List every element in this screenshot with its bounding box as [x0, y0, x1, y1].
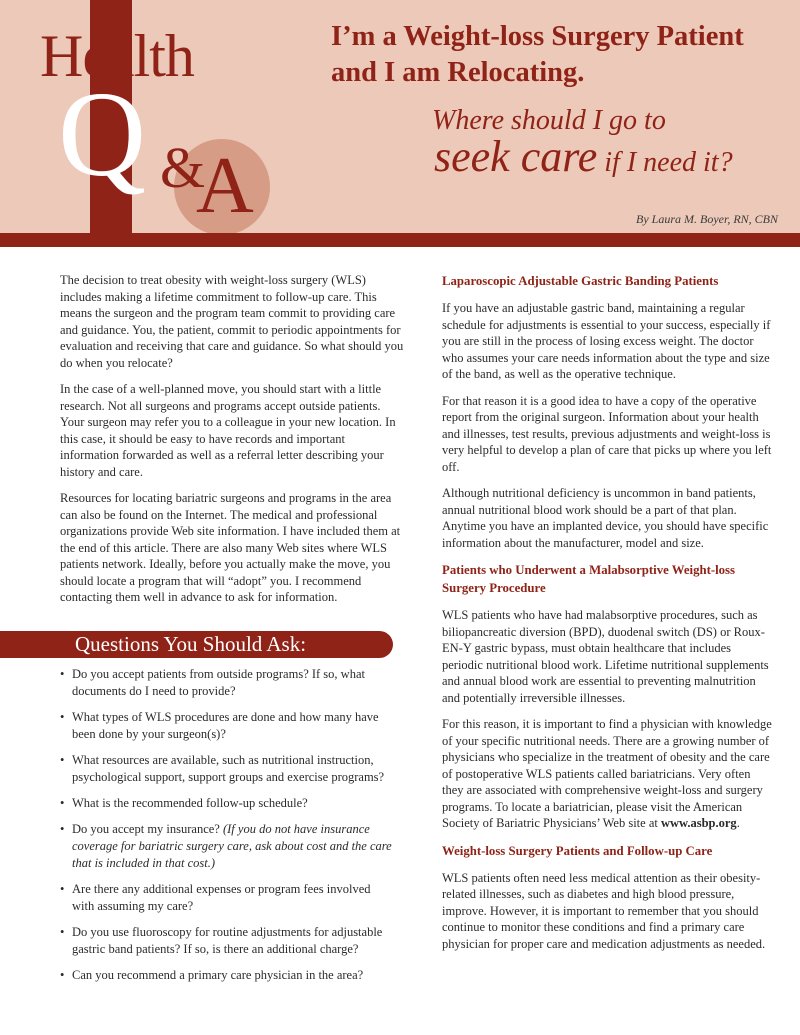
bullet: • — [60, 968, 65, 982]
followup-paragraph: WLS patients often need less medical attention as their obesity-related illnesses, such as diabetes and high blood pressure, improve. However, it is important to remember that you should continue to monitor these conditions and find a primary care physician for proper care and medication adjustments as needed. — [442, 870, 766, 951]
article-title-line1: I’m a Weight-loss Surgery Patient — [331, 21, 744, 52]
intro-paragraph: The decision to treat obesity with weight-loss surgery (WLS) includes making a lifetime commitment to follow-up care. This means the surgeon and the program team commit to providing care and guidance. You, the patient, commit to periodic appointments for evaluation and receiving that care and guidance. So what should you do when you relocate? — [60, 273, 404, 370]
logo-a: A — [196, 142, 254, 230]
header-divider-bar — [0, 233, 800, 247]
list-item: • Are there any additional expenses or program fees involved with assuming my care? — [60, 882, 371, 913]
right-column — [442, 272, 772, 962]
subtitle-line1: Where should I go to — [432, 105, 666, 136]
bullet: • — [60, 822, 65, 836]
bullet: • — [60, 710, 65, 724]
asbp-link[interactable]: www.asbp.org — [660, 816, 737, 830]
bullet: • — [60, 925, 65, 939]
logo-health: Health — [40, 23, 194, 89]
subtitle-line2 — [434, 132, 733, 192]
bullet: • — [60, 753, 65, 767]
bullet: • — [60, 667, 65, 681]
questions-banner-title: Questions You Should Ask: — [75, 632, 307, 656]
banding-paragraph-1: If you have an adjustable gastric band, maintaining a regular schedule for adjustments is essential to your success, especially if you are still in the process of losing excess weight. The doctor who assumes your care needs information about the type and size of the band, as well as the operative technique. — [442, 301, 771, 381]
planned-move-paragraph: In the case of a well-planned move, you should start with a little research. Not all surgeons and programs accept outside patients. Your surgeon may refer you to a colleague in your new location. In this case, it should be easy to have records and important information forwarded as well as a referral letter describing your history and care. — [60, 382, 396, 479]
article-title-line2: and I am Relocating. — [331, 57, 585, 88]
list-item: • Do you accept patients from outside programs? If so, what documents do I need to provide? — [60, 667, 365, 698]
section-heading-followup: Weight-loss Surgery Patients and Follow-up Care — [442, 843, 713, 858]
malabsorptive-paragraph-1: WLS patients who have had malabsorptive procedures, such as biliopancreatic diversion (BPD), duodenal switch (DS) or Roux-EN-Y gastric bypass, must obtain healthcare that includes periodic nutritional blood work. Lifetime nutritional supplements and annual blood work are essential to preventing malnutrition and potentially irreversible illnesses. — [442, 608, 769, 705]
bullet: • — [60, 882, 65, 896]
logo-q: Q — [58, 67, 147, 202]
section-heading-malabsorptive: Patients who Underwent a Malabsorptive Weight-loss Surgery Procedure — [442, 563, 736, 595]
section-heading-banding: Laparoscopic Adjustable Gastric Banding Patients — [442, 274, 719, 288]
left-column — [60, 272, 405, 616]
byline: By Laura M. Boyer, RN, CBN — [636, 212, 778, 226]
subtitle-emphasis: seek care — [434, 132, 598, 181]
list-item: • What types of WLS procedures are done and how many have been done by your surgeon(s)? — [60, 710, 379, 741]
subtitle-rest: if I need it? — [597, 147, 733, 178]
resources-paragraph: Resources for locating bariatric surgeons and programs in the area can also be found on the Internet. The medical and professional organizations provide Web site information. I have included them at the end of this article. There are also many Web sites where WLS patients network. Ideally, before you actually make the move, you should locate a program that will “adopt” you. I recommend contacting them well in advance to ask for information. — [60, 491, 401, 604]
questions-list — [60, 666, 395, 993]
list-item: • Do you use fluoroscopy for routine adjustments for adjustable gastric band patients? If so, is there an additional charge? — [60, 925, 383, 956]
bullet: • — [60, 796, 65, 810]
list-item: • Can you recommend a primary care physician in the area? — [60, 968, 364, 982]
list-item: • Do you accept my insurance? (If you do not have insurance coverage for bariatric surgery care, ask about cost and the care that is included in that cost.) — [60, 822, 392, 870]
banding-paragraph-3: Although nutritional deficiency is uncommon in band patients, annual nutritional blood work should be a part of that plan. Anytime you have an implanted device, you should have specific information about the manufacturer, model and size. — [442, 486, 769, 550]
list-item: • What resources are available, such as nutritional instruction, psychological support, support groups and exercise programs? — [60, 753, 385, 784]
list-item: • What is the recommended follow-up schedule? — [60, 796, 308, 810]
banding-paragraph-2: For that reason it is a good idea to have a copy of the operative report from the original surgeon. Information about your health and illnesses, test results, previous adjustments and weight-loss is very helpful to develop a plan of care that picks up where you left off. — [442, 393, 772, 474]
logo-ampersand: & — [160, 135, 206, 200]
malabsorptive-paragraph-2: For this reason, it is important to find a physician with knowledge of your specific nutritional needs. There are a growing number of physicians who specialize in the treatment of obesity and the care of postoperative WLS patients called bariatricians. Very often they are associated with comprehensive weight-loss and surgery programs. To locate a bariatrician, please visit the American Society of Bariatric Physicians’ Web site at www.asbp.org. — [442, 717, 772, 830]
